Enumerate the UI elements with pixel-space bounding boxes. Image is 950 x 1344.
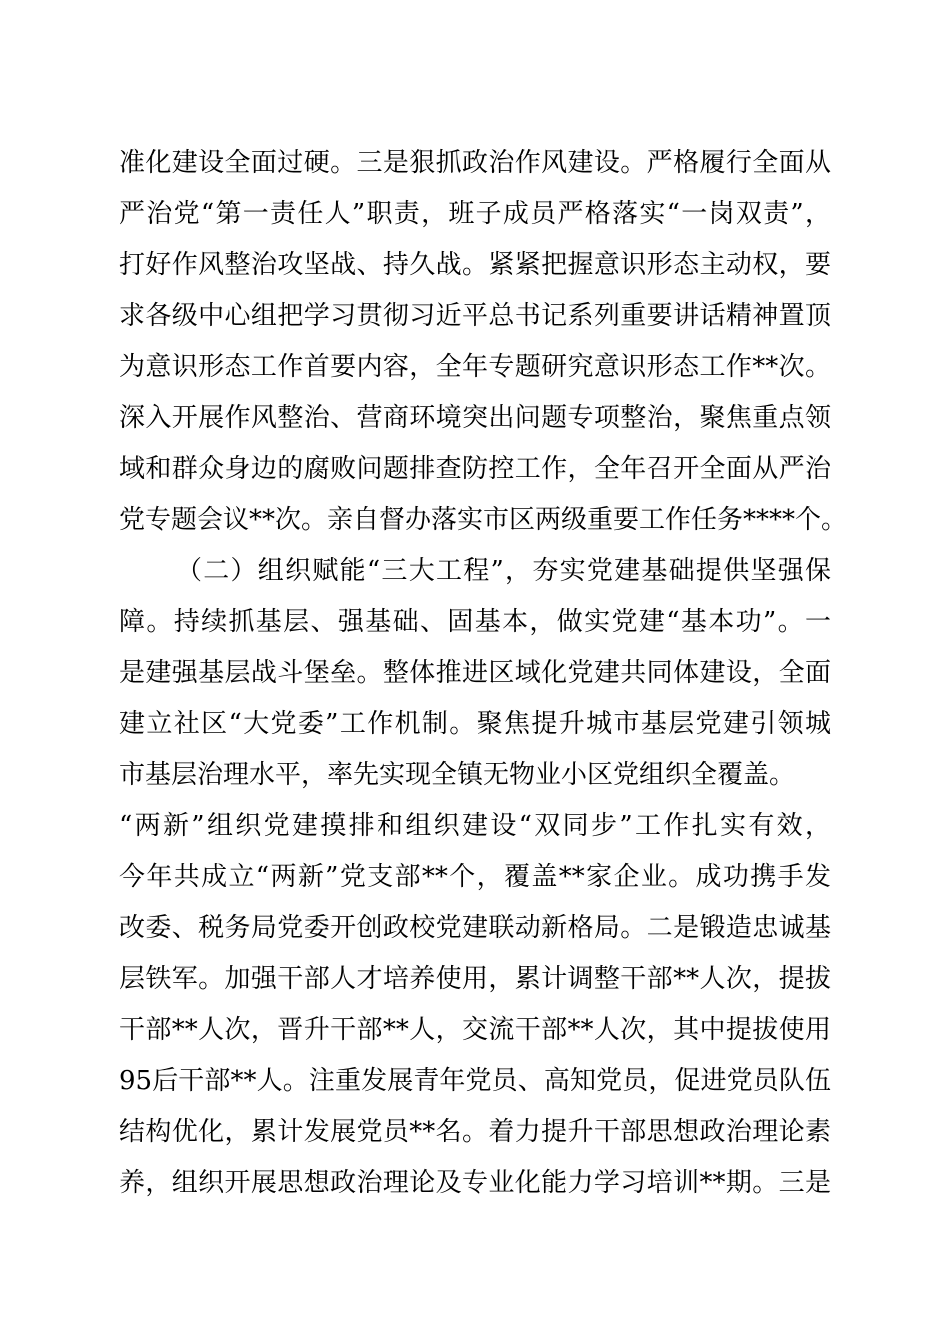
text-line: 打好作风整治攻坚战、持久战。紧紧把握意识形态主动权，要 <box>119 250 831 280</box>
section-heading-line: （二）组织赋能“三大工程”，夯实党建基础提供坚强保 <box>176 556 831 586</box>
text-line: 今年共成立“两新”党支部**个，覆盖**家企业。成功携手发 <box>119 862 831 892</box>
text-line: “两新”组织党建摸排和组织建设“双同步”工作扎实有效， <box>119 811 831 841</box>
text-line: 95后干部**人。注重发展青年党员、高知党员，促进党员队伍 <box>119 1066 831 1096</box>
text-line: 建立社区“大党委”工作机制。聚焦提升城市基层党建引领城 <box>119 709 831 739</box>
text-line: 是建强基层战斗堡垒。整体推进区域化党建共同体建设，全面 <box>119 658 831 688</box>
text-line: 结构优化，累计发展党员**名。着力提升干部思想政治理论素 <box>119 1117 831 1147</box>
text-line: 深入开展作风整治、营商环境突出问题专项整治，聚焦重点领 <box>119 403 831 433</box>
text-line: 党专题会议**次。亲自督办落实市区两级重要工作任务****个。 <box>119 505 848 535</box>
text-line: 严治党“第一责任人”职责，班子成员严格落实“一岗双责”， <box>119 199 831 229</box>
text-line: 准化建设全面过硬。三是狠抓政治作风建设。严格履行全面从 <box>119 148 831 178</box>
text-line: 养，组织开展思想政治理论及专业化能力学习培训**期。三是 <box>119 1168 831 1198</box>
text-line: 市基层治理水平，率先实现全镇无物业小区党组织全覆盖。 <box>119 760 796 790</box>
text-line: 改委、税务局党委开创政校党建联动新格局。二是锻造忠诚基 <box>119 913 831 943</box>
text-line: 障。持续抓基层、强基础、固基本，做实党建“基本功”。一 <box>119 607 831 637</box>
text-line: 域和群众身边的腐败问题排查防控工作，全年召开全面从严治 <box>119 454 831 484</box>
text-line: 为意识形态工作首要内容，全年专题研究意识形态工作**次。 <box>119 352 831 382</box>
text-line: 求各级中心组把学习贯彻习近平总书记系列重要讲话精神置顶 <box>119 301 831 331</box>
text-line: 干部**人次，晋升干部**人，交流干部**人次，其中提拔使用 <box>119 1015 831 1045</box>
text-line: 层铁军。加强干部人才培养使用，累计调整干部**人次，提拔 <box>119 964 831 994</box>
